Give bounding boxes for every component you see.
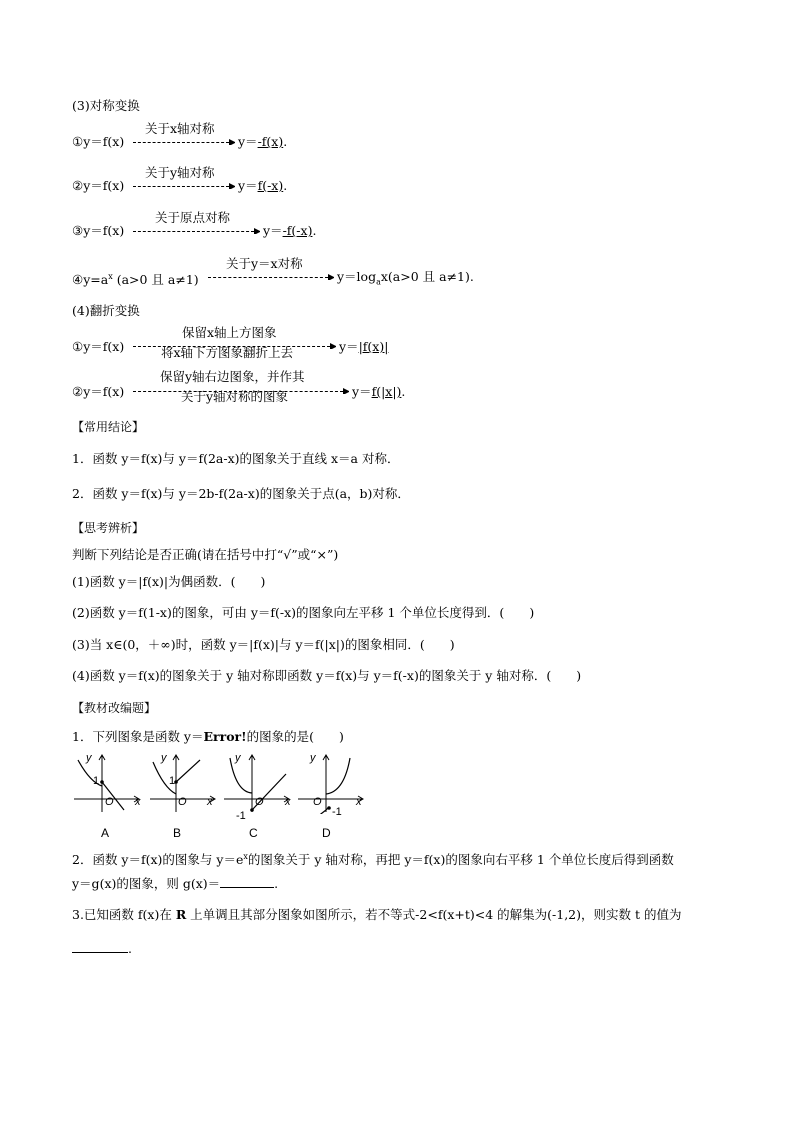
arrow-head-icon bbox=[254, 228, 260, 234]
textbook-q3 bbox=[72, 906, 681, 924]
q2-text-line2: y＝g(x)的图象，则 g(x)＝ bbox=[72, 876, 221, 891]
arrow-label: 关于原点对称 bbox=[155, 210, 231, 225]
graph-d-origin-label: O bbox=[313, 796, 322, 808]
graph-a-y-label: y bbox=[86, 752, 92, 764]
symmetry-result-2 bbox=[238, 177, 287, 195]
thinking-item-4: (4)函数 y＝f(x)的图象关于 y 轴对称即函数 y＝f(x)与 y＝f(-x)的图象关于 y 轴对称．( ) bbox=[72, 668, 582, 683]
result-pre: y＝ bbox=[238, 178, 258, 193]
arrow-head-icon bbox=[343, 388, 349, 394]
item-pre: ②y＝f(x) bbox=[72, 178, 125, 193]
item-pre: ④y=a bbox=[72, 272, 109, 288]
graph-a-one-label: 1 bbox=[93, 775, 100, 787]
textbook-q3-line2 bbox=[72, 940, 132, 958]
arrow-head-icon bbox=[328, 274, 334, 280]
arrow-head-icon bbox=[229, 139, 235, 145]
result-expr: f(-x) bbox=[257, 178, 284, 193]
result-expr: |f(x)| bbox=[358, 339, 389, 354]
graph-d-caption: D bbox=[322, 826, 331, 840]
result-pre: y＝ bbox=[263, 223, 283, 238]
symmetry-result-3 bbox=[263, 222, 316, 240]
q1-error: Error! bbox=[203, 729, 247, 744]
result-expr: f(|x|) bbox=[371, 384, 402, 399]
q2-answer-blank[interactable] bbox=[220, 887, 274, 888]
result-end: . bbox=[312, 223, 317, 238]
result-expr: -f(-x) bbox=[282, 223, 313, 238]
textbook-q1 bbox=[72, 728, 344, 746]
graph-a-caption: A bbox=[101, 826, 110, 840]
graph-b-one-label: 1 bbox=[169, 775, 176, 787]
thinking-intro: 判断下列结论是否正确(请在括号中打“√”或“×”) bbox=[72, 547, 339, 562]
dashed-arrow bbox=[133, 391, 343, 392]
q3-text-cont: 上单调且其部分图象如图所示，若不等式-2<f(x+t)<4 的解集为(-1,2)，则实数 t 的值为 bbox=[186, 907, 682, 922]
arrow-label-bottom: 将x轴下方图象翻折上去 bbox=[161, 345, 294, 360]
result-pre: y＝log bbox=[337, 269, 377, 284]
textbook-q2-line1 bbox=[72, 848, 674, 869]
item-pre: ③y＝f(x) bbox=[72, 223, 125, 238]
graph-d-neg-one-label: -1 bbox=[332, 806, 342, 818]
q2-end: . bbox=[274, 876, 279, 891]
q1-text: 1．下列图象是函数 y＝ bbox=[72, 729, 204, 744]
item-condition: (a>0 且 a≠1) bbox=[112, 272, 199, 288]
graph-d-y-label: y bbox=[310, 752, 316, 764]
graph-c-origin-label: O bbox=[255, 796, 264, 808]
thinking-heading: 【思考辨析】 bbox=[72, 521, 145, 535]
thinking-item-1: (1)函数 y＝|f(x)|为偶函数．( ) bbox=[72, 574, 266, 589]
result-end: . bbox=[401, 384, 406, 399]
symmetry-item-2 bbox=[72, 177, 124, 195]
result-pre: y＝ bbox=[352, 384, 372, 399]
dashed-arrow bbox=[133, 231, 254, 232]
symmetry-result-4 bbox=[337, 268, 474, 292]
graph-c-x-label: x bbox=[285, 796, 291, 808]
graph-b-x-label: x bbox=[207, 796, 213, 808]
graph-c-neg-one-label: -1 bbox=[236, 810, 246, 822]
symmetry-heading: (3)对称变换 bbox=[72, 98, 140, 113]
symmetry-item-4 bbox=[72, 268, 199, 289]
graph-b-origin-label: O bbox=[178, 796, 187, 808]
graph-d-x-label: x bbox=[356, 796, 362, 808]
textbook-q2-line2 bbox=[72, 875, 278, 893]
dashed-arrow bbox=[133, 346, 330, 347]
arrow-head-icon bbox=[229, 183, 235, 189]
graph-a-origin-label: O bbox=[105, 796, 114, 808]
dashed-arrow bbox=[208, 277, 328, 278]
flip-item-2 bbox=[72, 383, 124, 401]
result-pre: y＝ bbox=[238, 134, 258, 149]
flip-heading: (4)翻折变换 bbox=[72, 303, 140, 318]
item-pre: ①y＝f(x) bbox=[72, 339, 125, 354]
arrow-label-bottom: 关于y轴对称的图象 bbox=[181, 389, 289, 404]
thinking-item-3: (3)当 x∈(0，＋∞)时，函数 y＝|f(x)|与 y＝f(|x|)的图象相同．( ) bbox=[72, 637, 455, 652]
q2-text: 2．函数 y＝f(x)的图象与 y＝e bbox=[72, 852, 244, 868]
dashed-arrow bbox=[133, 186, 229, 187]
q3-end: . bbox=[128, 941, 132, 956]
q3-set-r: R bbox=[175, 907, 187, 922]
q3-text: 3.已知函数 f(x)在 bbox=[72, 907, 176, 922]
exponent: x bbox=[108, 272, 113, 281]
log-base: a bbox=[376, 277, 381, 287]
flip-result-2 bbox=[352, 383, 405, 401]
conclusion-1: 1．函数 y＝f(x)与 y＝f(2a-x)的图象关于直线 x＝a 对称． bbox=[72, 451, 400, 466]
dashed-arrow bbox=[133, 142, 229, 143]
conclusion-2: 2．函数 y＝f(x)与 y＝2b-f(2a-x)的图象关于点(a，b)对称． bbox=[72, 486, 410, 501]
graph-b-caption: B bbox=[173, 826, 182, 840]
symmetry-item-1 bbox=[72, 133, 124, 151]
symmetry-item-3 bbox=[72, 222, 124, 240]
result-end: . bbox=[283, 134, 288, 149]
result-end: . bbox=[283, 178, 288, 193]
arrow-label: 关于y轴对称 bbox=[145, 165, 215, 180]
q2-text-cont: 的图象关于 y 轴对称，再把 y＝f(x)的图象向右平移 1 个单位长度后得到函数 bbox=[247, 852, 674, 868]
graph-a-x-label: x bbox=[135, 796, 141, 808]
result-tail: x(a>0 且 a≠1). bbox=[380, 269, 474, 284]
item-pre: ①y＝f(x) bbox=[72, 134, 125, 149]
flip-item-1 bbox=[72, 338, 124, 356]
item-pre: ②y＝f(x) bbox=[72, 384, 125, 399]
q2-exponent: x bbox=[243, 852, 248, 861]
thinking-item-2: (2)函数 y＝f(1-x)的图象，可由 y＝f(-x)的图象向左平移 1 个单位长度得到．( ) bbox=[72, 605, 535, 620]
arrow-head-icon bbox=[330, 343, 336, 349]
q3-answer-blank[interactable] bbox=[72, 952, 128, 953]
result-pre: y＝ bbox=[339, 339, 359, 354]
arrow-label-top: 保留y轴右边图象，并作其 bbox=[160, 369, 305, 384]
q1-text-end: 的图象的是( ) bbox=[246, 729, 344, 744]
arrow-label: 关于y＝x对称 bbox=[226, 256, 303, 271]
arrow-label-top: 保留x轴上方图象 bbox=[182, 325, 277, 340]
graph-b-y-label: y bbox=[161, 752, 167, 764]
graph-c-y-label: y bbox=[235, 752, 241, 764]
symmetry-result-1 bbox=[238, 133, 287, 151]
flip-result-1 bbox=[339, 338, 388, 356]
graph-c-caption: C bbox=[249, 826, 258, 840]
textbook-heading: 【教材改编题】 bbox=[72, 701, 157, 715]
result-expr: -f(x) bbox=[257, 134, 284, 149]
arrow-label: 关于x轴对称 bbox=[145, 121, 215, 136]
conclusions-heading: 【常用结论】 bbox=[72, 420, 145, 434]
